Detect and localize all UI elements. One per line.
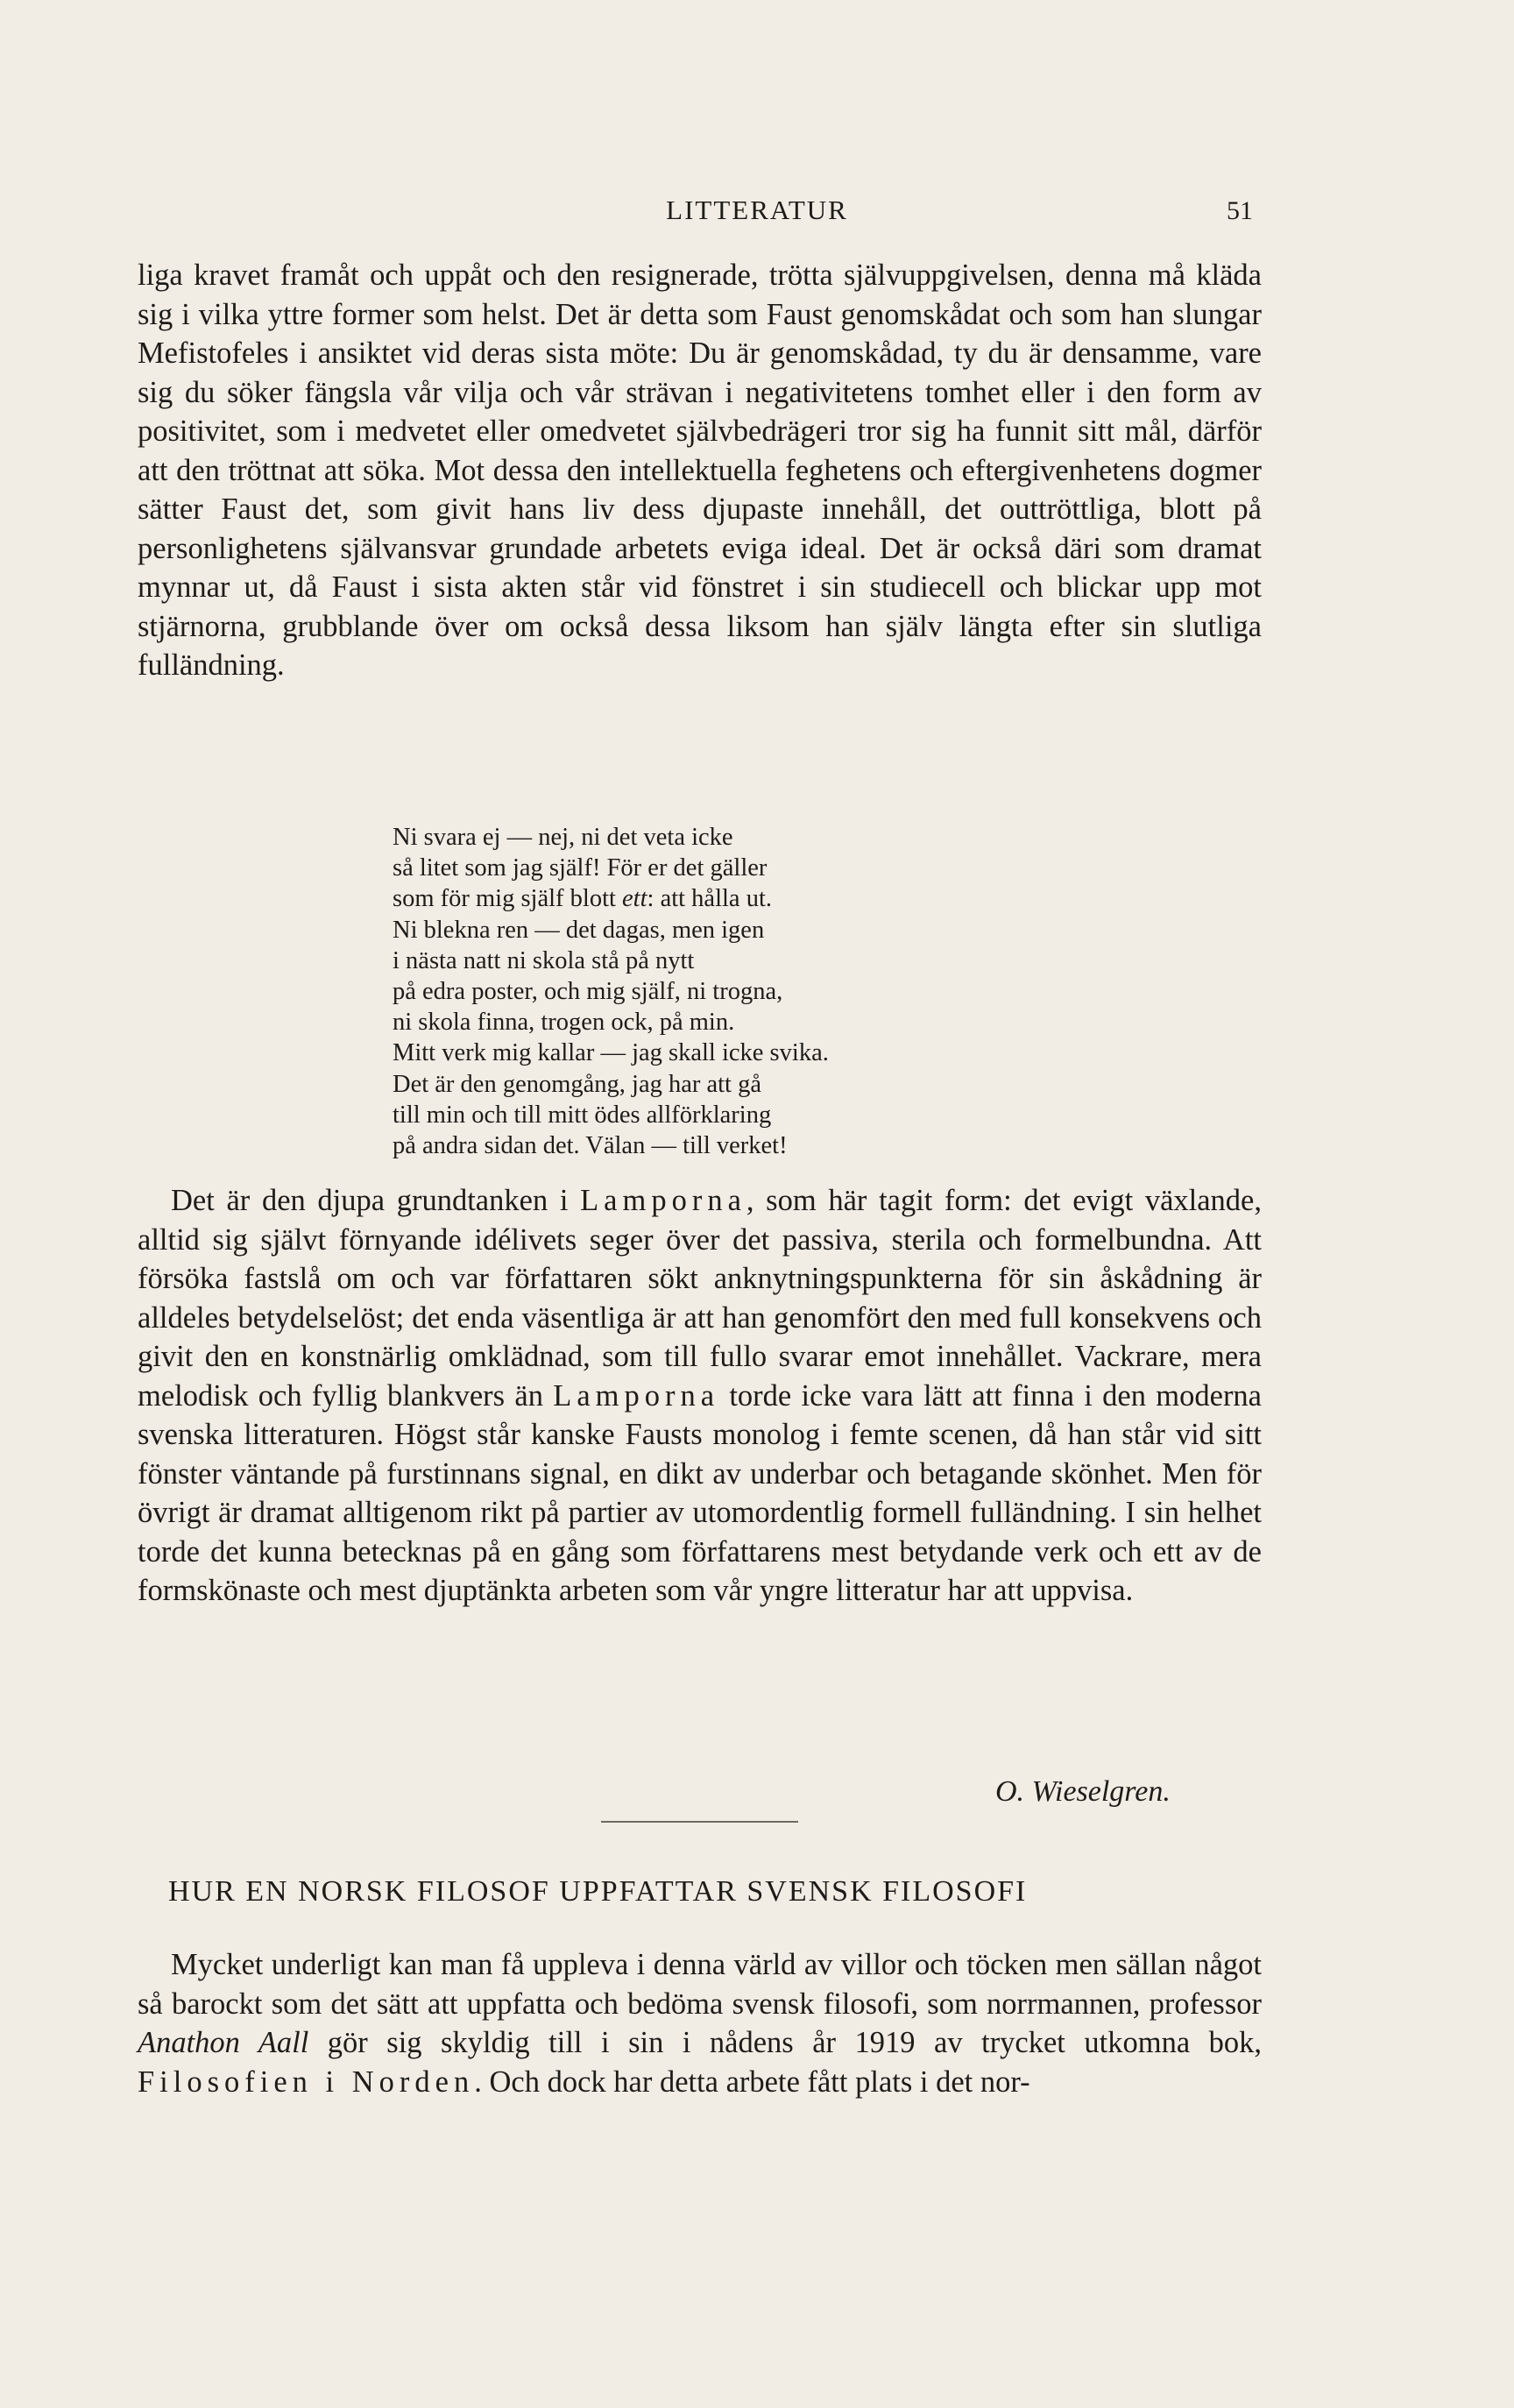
poem-line: Ni blekna ren — det dagas, men igen — [393, 916, 765, 944]
text-run: , som här tagit form: det evigt växlande, alltid sig självt förnyande idélivets seger över det passiva, sterila och formelbundna. Att försöka fastslå om och var författaren sökt anknytningspunkterna för sin åskådning är alldeles betydelselöst; det enda väsentliga är att han genomfört den med full konsekvens och givit den en konstnärlig omklädnad, som till fullo svarar emot innehållet. Vackrare, mera melodisk och fyllig blankvers än — [138, 1184, 1262, 1413]
poem-line-text: som för mig själf blott — [393, 885, 623, 913]
poem-line: ni skola finna, trogen ock, på min. — [393, 1009, 735, 1037]
poem-line: Ni svara ej — nej, ni det veta icke — [393, 824, 733, 851]
paragraph-text — [138, 1945, 1262, 2101]
poem-line: på andra sidan det. Välan — till verket! — [393, 1132, 788, 1160]
spaced-title: Lamporna — [580, 1184, 746, 1217]
spaced-title: Lamporna — [553, 1378, 720, 1413]
text-run: torde icke vara lätt att finna i den moderna svenska litteraturen. Högst står kanske Fausts monolog i femte scenen, då han står vid sitt fönster väntande på furstinnans signal, en dikt av underbar och betagande skönhet. Men för övrigt är dramat alltigenom rikt på partier av utomordentlig formell fulländning. I sin helhet torde det kunna betecknas på en gång som författarens mest betydande verk och ett av de formskönaste och mest djuptänkta arbeten som vår yngre litteratur har att uppvisa. — [138, 1378, 1262, 1607]
poem-line: till min och till mitt ödes allförklaring — [393, 1101, 772, 1129]
author-signature: O. Wieselgren. — [995, 1775, 1171, 1808]
text-run: gör sig skyldig till i sin i nådens år 1919 av trycket utkomna bok, — [308, 2026, 1263, 2059]
section-heading: HUR EN NORSK FILOSOF UPPFATTAR SVENSK FILOSOFI — [168, 1875, 1028, 1908]
paragraph-text — [138, 1181, 1262, 1611]
poem-line — [393, 883, 1076, 914]
poem-line-text: : att hålla ut. — [647, 885, 772, 913]
poem-line: på edra poster, och mig själf, ni trogna, — [393, 978, 783, 1006]
text-run: . Och dock har detta arbete fått plats i det nor- — [474, 2065, 1030, 2099]
running-head: LITTERATUR — [666, 195, 848, 225]
page-number: 51 — [1227, 196, 1253, 225]
poem-emphasis: ett — [622, 885, 647, 913]
text-run: Det är den djupa grundtanken i — [171, 1184, 581, 1217]
section-divider — [601, 1821, 798, 1823]
poem-quotation — [393, 822, 1076, 1161]
book-title: Filosofien i Norden — [138, 2065, 475, 2099]
body-paragraph-faust — [138, 256, 1262, 685]
paragraph-text: liga kravet framåt och uppåt och den resignerade, trötta självuppgivelsen, denna må kläda sig i vilka yttre former som helst. Det är detta som Faust genomskådat och som han slungar Mefistofeles i ansiktet vid deras sista möte: Du är genomskådad, ty du är densamme, vare sig du söker fängsla vår vilja och vår strävan i negativitetens tomhet eller i den form av positivitet, som i medvetet eller omedvetet självbedrägeri tror sig ha funnit sitt mål, därför att den tröttnat att söka. Mot dessa den intellektuella feghetens och eftergivenhetens dogmer sätter Faust det, som givit hans liv dess djupaste innehåll, det outtröttliga, blott på personlighetens självansvar grundade arbetets eviga ideal. Det är också däri som dramat mynnar ut, då Faust i sista akten står vid fönstret i sin studiecell och blickar upp mot stjärnorna, grubblande över om också dessa liksom han själv längta efter sin slutliga fulländning. — [138, 259, 1262, 682]
body-paragraph-filosofi — [138, 1945, 1262, 2101]
poem-line: Mitt verk mig kallar — jag skall icke svika. — [393, 1039, 829, 1067]
poem-line: så litet som jag själf! För er det gäller — [393, 854, 768, 882]
poem-line: Det är den genomgång, jag har att gå — [393, 1070, 762, 1098]
author-name: Anathon Aall — [138, 2026, 309, 2059]
text-run: Mycket underligt kan man få uppleva i denna värld av villor och töcken men sällan något så barockt som det sätt att uppfatta och bedöma svensk filosofi, som norrmannen, professor — [138, 1948, 1262, 2021]
poem-line: i nästa natt ni skola stå på nytt — [393, 946, 695, 974]
body-paragraph-lamporna — [138, 1181, 1262, 1611]
